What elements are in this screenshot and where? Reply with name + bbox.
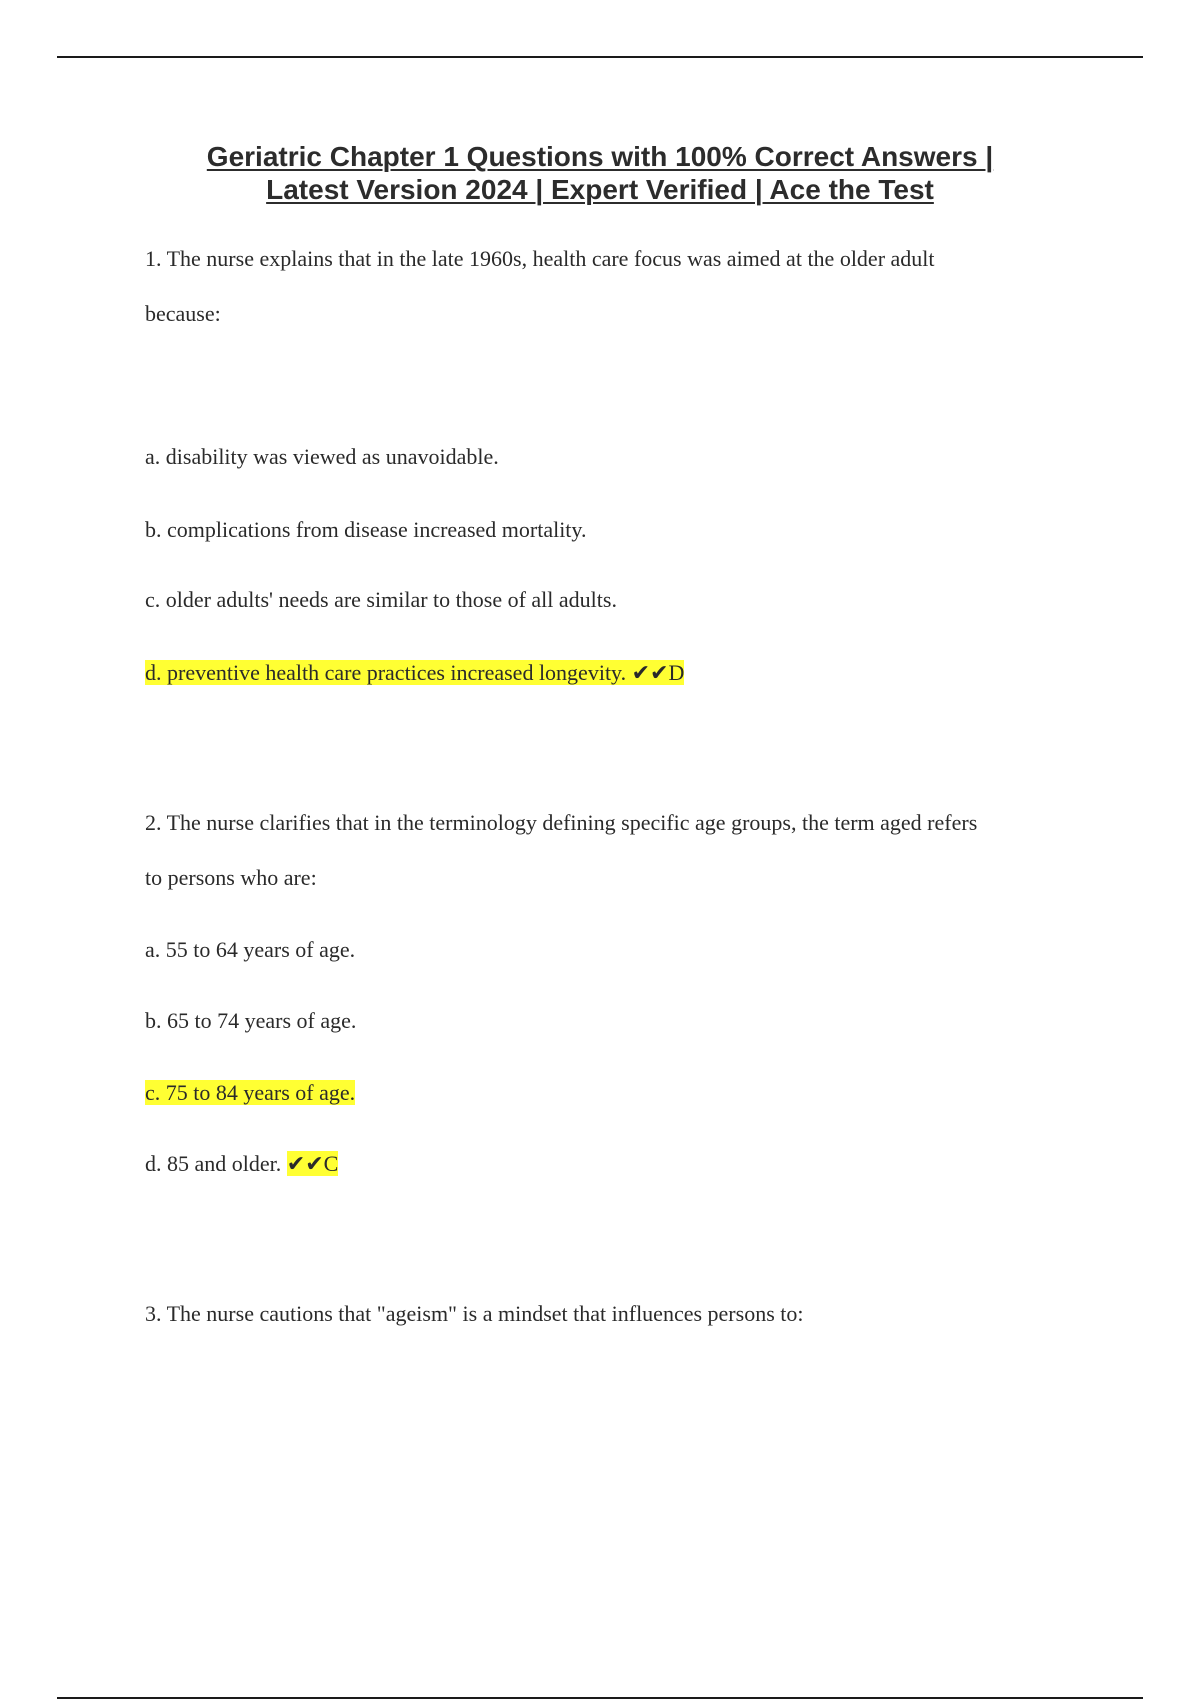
- bottom-rule: [57, 1697, 1143, 1699]
- q1-option-c: c. older adults' needs are similar to those of all adults.: [145, 587, 617, 612]
- q1-stem-line-2: because:: [145, 301, 221, 326]
- q2-option-c-correct: [145, 1079, 355, 1107]
- q2-answer-mark: ✔✔C: [286, 1151, 339, 1176]
- q2-option-a: a. 55 to 64 years of age.: [145, 937, 356, 962]
- q2-option-d: [145, 1150, 338, 1178]
- q2-answer-highlight: c. 75 to 84 years of age.: [145, 1080, 356, 1105]
- q1-answer-highlight: d. preventive health care practices increased longevity. ✔✔D: [145, 660, 685, 685]
- q2-option-d-text: d. 85 and older.: [145, 1151, 282, 1176]
- top-rule: [57, 56, 1143, 58]
- q3-stem-line-1: 3. The nurse cautions that "ageism" is a mindset that influences persons to:: [145, 1301, 804, 1326]
- q2-option-b: b. 65 to 74 years of age.: [145, 1008, 357, 1033]
- title-line-2: Latest Version 2024 | Expert Verified | Ace the Test: [266, 174, 934, 205]
- q1-option-a: a. disability was viewed as unavoidable.: [145, 444, 499, 469]
- q2-stem-line-2: to persons who are:: [145, 865, 317, 890]
- title-line-1: Geriatric Chapter 1 Questions with 100% Correct Answers |: [206, 141, 994, 172]
- document-title: [100, 140, 1100, 206]
- q2-stem-line-1: 2. The nurse clarifies that in the terminology defining specific age groups, the term aged refers: [145, 810, 978, 835]
- q1-stem-line-1: 1. The nurse explains that in the late 1960s, health care focus was aimed at the older adult: [145, 246, 935, 271]
- q1-option-d-correct: [145, 659, 684, 687]
- q1-option-b: b. complications from disease increased mortality.: [145, 517, 587, 542]
